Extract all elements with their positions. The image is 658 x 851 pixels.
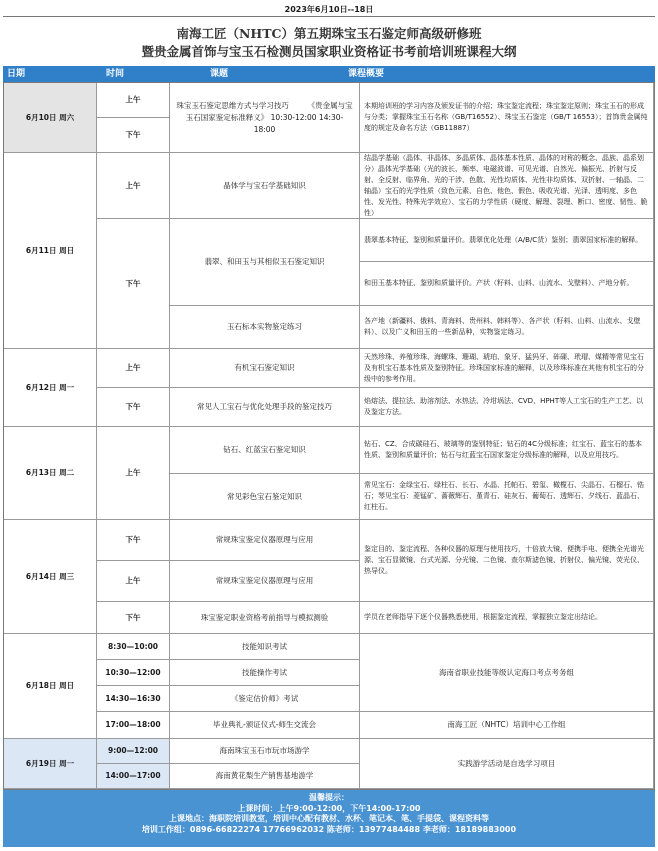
time-cell: 8:30—10:00 [97,634,170,660]
overview-cell: 翡翠基本特征、鉴别和质量评价。翡翠优化处理（A/B/C货）鉴别；翡翠国家标准的解释。 [360,219,654,262]
course-cell: 海南黄花梨生产销售基地游学 [170,764,360,789]
overview-cell: 本期培训班的学习内容及颁发证书的介绍；珠宝鉴定流程；珠宝鉴定原则；珠宝玉石的形成与分类；掌握珠宝玉石名称（GB/T16552）、珠宝玉石鉴定（GB/T 16553）；首饰贵金属纯度的规定及命名方法（GB11887） [360,83,654,153]
period-cell: 上午 [97,427,170,520]
time-cell: 17:00—18:00 [97,712,170,739]
overview-cell: 各产地（新疆料、俄料、青海料、贵州料、韩料等）、各产状（籽料、山料、山流水、戈壁料）、以及广义和田玉的一些新品种，实物鉴定练习。 [360,306,654,349]
period-cell: 上午 [97,83,170,118]
course-cell: 玉石标本实物鉴定练习 [170,306,360,349]
col-course-header: 课题 [210,69,229,79]
period-cell: 下午 [97,602,170,634]
overview-cell: 天然珍珠、养殖珍珠、海螺珠、珊瑚、琥珀、象牙、猛犸牙、砗磲、玳瑁、煤精等常见宝石及有机宝石基本性质及鉴别特征。珍珠国家标准的解释，以及珍珠标准在其他有机宝石的分级中的参考作用。 [360,349,654,388]
course-cell: 海南珠宝玉石市玩市场游学 [170,739,360,764]
overview-cell: 海南省职业技能等级认定海口考点考务组 [360,634,654,712]
date-cell: 6月19日 周一 [4,739,97,789]
course-cell: 珠宝玉石鉴定思维方式与学习技巧 《贵金属与宝玉石国家鉴定标准释义》 10:30-12:00 14:30-18:00 [170,83,360,153]
period-cell: 下午 [97,118,170,153]
period-cell: 下午 [97,219,170,349]
period-cell: 上午 [97,561,170,602]
class-time: 上课时间：上午9:00-12:00，下午14:00-17:00 [237,803,421,813]
title-line-1: 南海工匠（NHTC）第五期珠宝玉石鉴定师高级研修班 [176,26,482,41]
date-cell: 6月10日 周六 [4,83,97,153]
time-cell: 14:00—17:00 [97,764,170,789]
period-cell: 下午 [97,520,170,561]
course-cell: 翡翠、和田玉与其相似玉石鉴定知识 [170,219,360,306]
period-cell: 上午 [97,349,170,388]
overview-cell: 焰熔法、提拉法、助溶剂法、水热法、冷坩埚法、CVD、HPHT等人工宝石的生产工艺、以及鉴定方法。 [360,388,654,427]
course-cell: 毕业典礼-颁证仪式-师生交流会 [170,712,360,739]
course-cell: 钻石、红蓝宝石鉴定知识 [170,427,360,474]
date-cell: 6月14日 周三 [4,520,97,634]
course-cell: 技能知识考试 [170,634,360,660]
date-range: 2023年6月10日--18日 [284,5,374,14]
time-cell: 9:00—12:00 [97,739,170,764]
class-location: 上课地点：海职院培训教室，培训中心配有教材、水杯、笔记本、笔、手提袋、课程资料等 [169,814,489,823]
overview-cell: 结晶学基础（晶体、非晶体、多晶质体、晶体基本性质、晶体的对称的概念、晶族、晶系划分）晶体光学基础（光的波长、频率、电磁波谱、可见光谱、自然光、偏振光、折射与反射、全反射、临界角、光的干涉、色散、光性均质体、光性非均质体、双折射、一轴晶、二轴晶）宝石的光学性质（致色元素、自色、他色、假色、吸收光谱、光泽、透明度、多色性、发光性、特殊光学效应）、宝石的力学性质（硬度、解理、裂理、断口、密度、韧性、脆性） [360,153,654,219]
date-cell: 6月12日 周一 [4,349,97,427]
course-outline-document [3,4,655,847]
footer-notice [3,790,655,847]
col-overview-header: 课程概要 [348,69,385,79]
overview-cell: 和田玉基本特征、鉴别和质量评价。产状（籽料、山料、山流水、戈壁料）、产地分析。 [360,262,654,306]
time-cell: 10:30—12:00 [97,660,170,686]
course-cell: 晶体学与宝石学基础知识 [170,153,360,219]
course-cell: 常规珠宝鉴定仪器原理与应用 [170,520,360,561]
period-cell: 上午 [97,153,170,219]
document-title [3,16,655,66]
overview-cell: 南海工匠（NHTC）培训中心工作组 [360,712,654,739]
col-date-header: 日期 [7,69,26,79]
course-cell: 常规珠宝鉴定仪器原理与应用 [170,561,360,602]
title-line-2: 暨贵金属首饰与宝玉石检测员国家职业资格证书考前培训班课程大纲 [141,44,517,59]
schedule-table [3,82,655,790]
overview-cell: 鉴定目的、鉴定流程、各种仪器的原理与使用技巧，十倍放大镜、便携手电、便携全光谱光源、宝石显微镜、台式光源、分光镜、二色镜、查尔斯滤色镜、折射仪、偏光镜、荧光仪、热导仪。 [360,520,654,602]
course-cell: 有机宝石鉴定知识 [170,349,360,388]
date-cell: 6月11日 周日 [4,153,97,349]
date-cell: 6月13日 周二 [4,427,97,520]
notice-title: 温馨提示： [309,793,349,802]
table-header [3,66,655,82]
date-cell: 6月18日 周日 [4,634,97,739]
course-cell: 技能操作考试 [170,660,360,686]
contact-info: 培训工作组：0896-66822274 17766962032 陈老师：13977484488 李老师：18189883000 [141,824,517,834]
course-cell: 常见彩色宝石鉴定知识 [170,474,360,520]
course-cell: 《鉴定估价师》考试 [170,686,360,712]
overview-cell: 实践游学活动是自选学习项目 [360,739,654,789]
course-cell: 珠宝鉴定职业资格考前指导与模拟测验 [170,602,360,634]
overview-cell: 钻石、CZ、合成碳硅石、玻璃等的鉴别特征；钻石的4C分级标准；红宝石、蓝宝石的基本性质、鉴别和质量评价；钻石与红蓝宝石国家鉴定分级标准的解释，以及应用技巧。 [360,427,654,474]
time-cell: 14:30—16:30 [97,686,170,712]
overview-cell: 常见宝石：金绿宝石、绿柱石、长石、水晶、托帕石、碧玺、橄榄石、尖晶石、石榴石、锆石；琴见宝石：菱锰矿、蔷薇辉石、堇青石、硅灰石、葡萄石、透辉石、夕线石、蓝晶石、红柱石。 [360,474,654,520]
course-cell: 常见人工宝石与优化处理手段的鉴定技巧 [170,388,360,427]
col-time-header: 时间 [106,69,125,79]
period-cell: 下午 [97,388,170,427]
overview-cell: 学员在老师指导下逐个仪器熟悉使用，根据鉴定流程，掌握独立鉴定出结论。 [360,602,654,634]
